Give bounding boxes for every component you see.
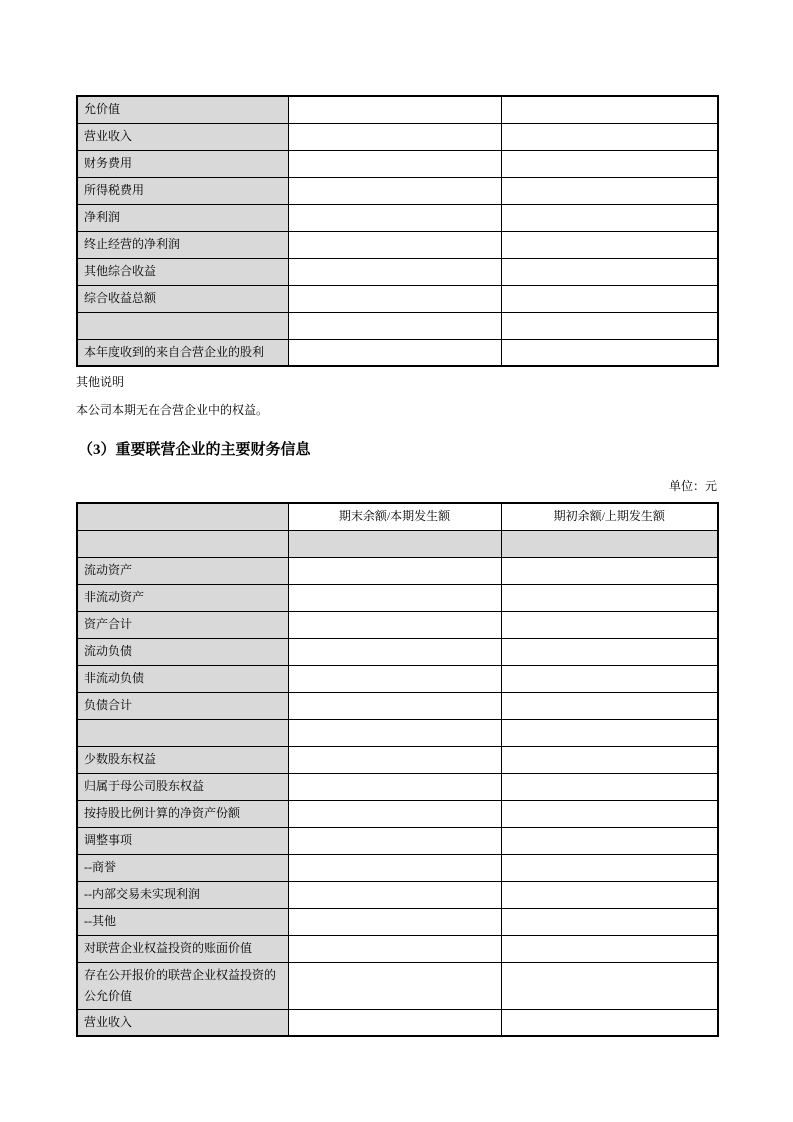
row-label-cell: 营业收入: [77, 123, 288, 150]
row-label-cell: 综合收益总额: [77, 285, 288, 312]
table-row: [77, 746, 718, 773]
value-cell-current: [288, 1009, 501, 1036]
row-label-cell: 负债合计: [77, 692, 288, 719]
value-cell-current: [288, 96, 501, 123]
row-label-cell: --商誉: [77, 854, 288, 881]
table-row: [77, 962, 718, 1009]
row-label-cell: 本年度收到的来自合营企业的股利: [77, 339, 288, 366]
value-cell-current: [288, 827, 501, 854]
associate-table-body: [77, 530, 718, 1036]
value-cell-current: [288, 746, 501, 773]
value-cell-prior: [501, 692, 718, 719]
value-cell-current: [288, 150, 501, 177]
row-label-cell: 资产合计: [77, 611, 288, 638]
value-cell-prior: [501, 881, 718, 908]
table-row: [77, 638, 718, 665]
table-row: [77, 231, 718, 258]
section-heading: （3）重要联营企业的主要财务信息: [78, 442, 311, 458]
row-label-cell: 净利润: [77, 204, 288, 231]
value-cell-prior: [501, 962, 718, 1009]
table-row: [77, 96, 718, 123]
row-label-cell: [77, 312, 288, 339]
value-cell-prior: [501, 285, 718, 312]
value-cell-current: [288, 638, 501, 665]
row-label-cell: 营业收入: [77, 1009, 288, 1036]
table-row: [77, 800, 718, 827]
other-note-text: 本公司本期无在合营企业中的权益。: [76, 403, 269, 417]
value-cell-prior: [501, 557, 718, 584]
table-row: [77, 692, 718, 719]
header-prior-period-cell: 期初余额/上期发生额: [501, 503, 718, 530]
row-label-cell: --其他: [77, 908, 288, 935]
value-cell-current: [288, 584, 501, 611]
table-row: [77, 204, 718, 231]
table-row: [77, 339, 718, 366]
value-cell-current: [288, 881, 501, 908]
value-cell-prior: [501, 584, 718, 611]
joint-venture-financials-table: [76, 95, 719, 367]
table-row: [77, 557, 718, 584]
value-cell-prior: [501, 719, 718, 746]
header-label-cell: [77, 503, 288, 530]
value-cell-prior: [501, 638, 718, 665]
table-row: [77, 908, 718, 935]
value-cell-prior: [501, 935, 718, 962]
table-row: [77, 719, 718, 746]
value-cell-prior: [501, 800, 718, 827]
value-cell-current: [288, 530, 501, 557]
row-label-cell: 非流动负债: [77, 665, 288, 692]
value-cell-current: [288, 908, 501, 935]
value-cell-current: [288, 231, 501, 258]
row-label-cell: 非流动资产: [77, 584, 288, 611]
row-label-cell: 其他综合收益: [77, 258, 288, 285]
row-label-cell: 归属于母公司股东权益: [77, 773, 288, 800]
row-label-cell: [77, 530, 288, 557]
value-cell-current: [288, 339, 501, 366]
table-header-row: [77, 503, 718, 530]
value-cell-current: [288, 692, 501, 719]
row-label-cell: 对联营企业权益投资的账面价值: [77, 935, 288, 962]
page-content: [76, 0, 717, 1037]
row-label-cell: 流动资产: [77, 557, 288, 584]
table-row: [77, 611, 718, 638]
table-row: [77, 854, 718, 881]
table-row: [77, 1009, 718, 1036]
row-label-cell: 少数股东权益: [77, 746, 288, 773]
value-cell-prior: [501, 908, 718, 935]
joint-venture-table-body: [77, 96, 718, 366]
value-cell-prior: [501, 665, 718, 692]
value-cell-prior: [501, 258, 718, 285]
value-cell-prior: [501, 312, 718, 339]
value-cell-prior: [501, 339, 718, 366]
value-cell-current: [288, 204, 501, 231]
associate-financials-table: [76, 502, 719, 1037]
value-cell-current: [288, 177, 501, 204]
row-label-cell: 调整事项: [77, 827, 288, 854]
header-current-period-cell: 期末余额/本期发生额: [288, 503, 501, 530]
value-cell-current: [288, 258, 501, 285]
value-cell-current: [288, 665, 501, 692]
row-label-cell: 存在公开报价的联营企业权益投资的公允价值: [77, 962, 288, 1009]
table-row: [77, 827, 718, 854]
value-cell-prior: [501, 746, 718, 773]
unit-label: 单位：元: [668, 479, 717, 493]
table-row: [77, 177, 718, 204]
value-cell-prior: [501, 611, 718, 638]
value-cell-current: [288, 312, 501, 339]
table-row: [77, 285, 718, 312]
value-cell-prior: [501, 827, 718, 854]
value-cell-current: [288, 773, 501, 800]
value-cell-prior: [501, 773, 718, 800]
value-cell-prior: [501, 177, 718, 204]
value-cell-prior: [501, 1009, 718, 1036]
value-cell-prior: [501, 231, 718, 258]
row-label-cell: --内部交易未实现利润: [77, 881, 288, 908]
other-note-title: 其他说明: [76, 375, 125, 389]
table-row: [77, 584, 718, 611]
row-label-cell: 允价值: [77, 96, 288, 123]
row-label-cell: [77, 719, 288, 746]
value-cell-current: [288, 557, 501, 584]
value-cell-prior: [501, 854, 718, 881]
value-cell-current: [288, 123, 501, 150]
value-cell-current: [288, 962, 501, 1009]
row-label-cell: 财务费用: [77, 150, 288, 177]
row-label-cell: 流动负债: [77, 638, 288, 665]
row-label-cell: 终止经营的净利润: [77, 231, 288, 258]
table-row: [77, 881, 718, 908]
table-row: [77, 530, 718, 557]
value-cell-current: [288, 800, 501, 827]
table-row: [77, 150, 718, 177]
row-label-cell: 按持股比例计算的净资产份额: [77, 800, 288, 827]
table-row: [77, 935, 718, 962]
value-cell-current: [288, 854, 501, 881]
table-row: [77, 665, 718, 692]
value-cell-prior: [501, 150, 718, 177]
value-cell-current: [288, 611, 501, 638]
value-cell-prior: [501, 96, 718, 123]
value-cell-prior: [501, 530, 718, 557]
table-row: [77, 258, 718, 285]
table-row: [77, 312, 718, 339]
row-label-cell: 所得税费用: [77, 177, 288, 204]
value-cell-prior: [501, 123, 718, 150]
value-cell-prior: [501, 204, 718, 231]
value-cell-current: [288, 285, 501, 312]
table-row: [77, 773, 718, 800]
table-row: [77, 123, 718, 150]
value-cell-current: [288, 719, 501, 746]
value-cell-current: [288, 935, 501, 962]
